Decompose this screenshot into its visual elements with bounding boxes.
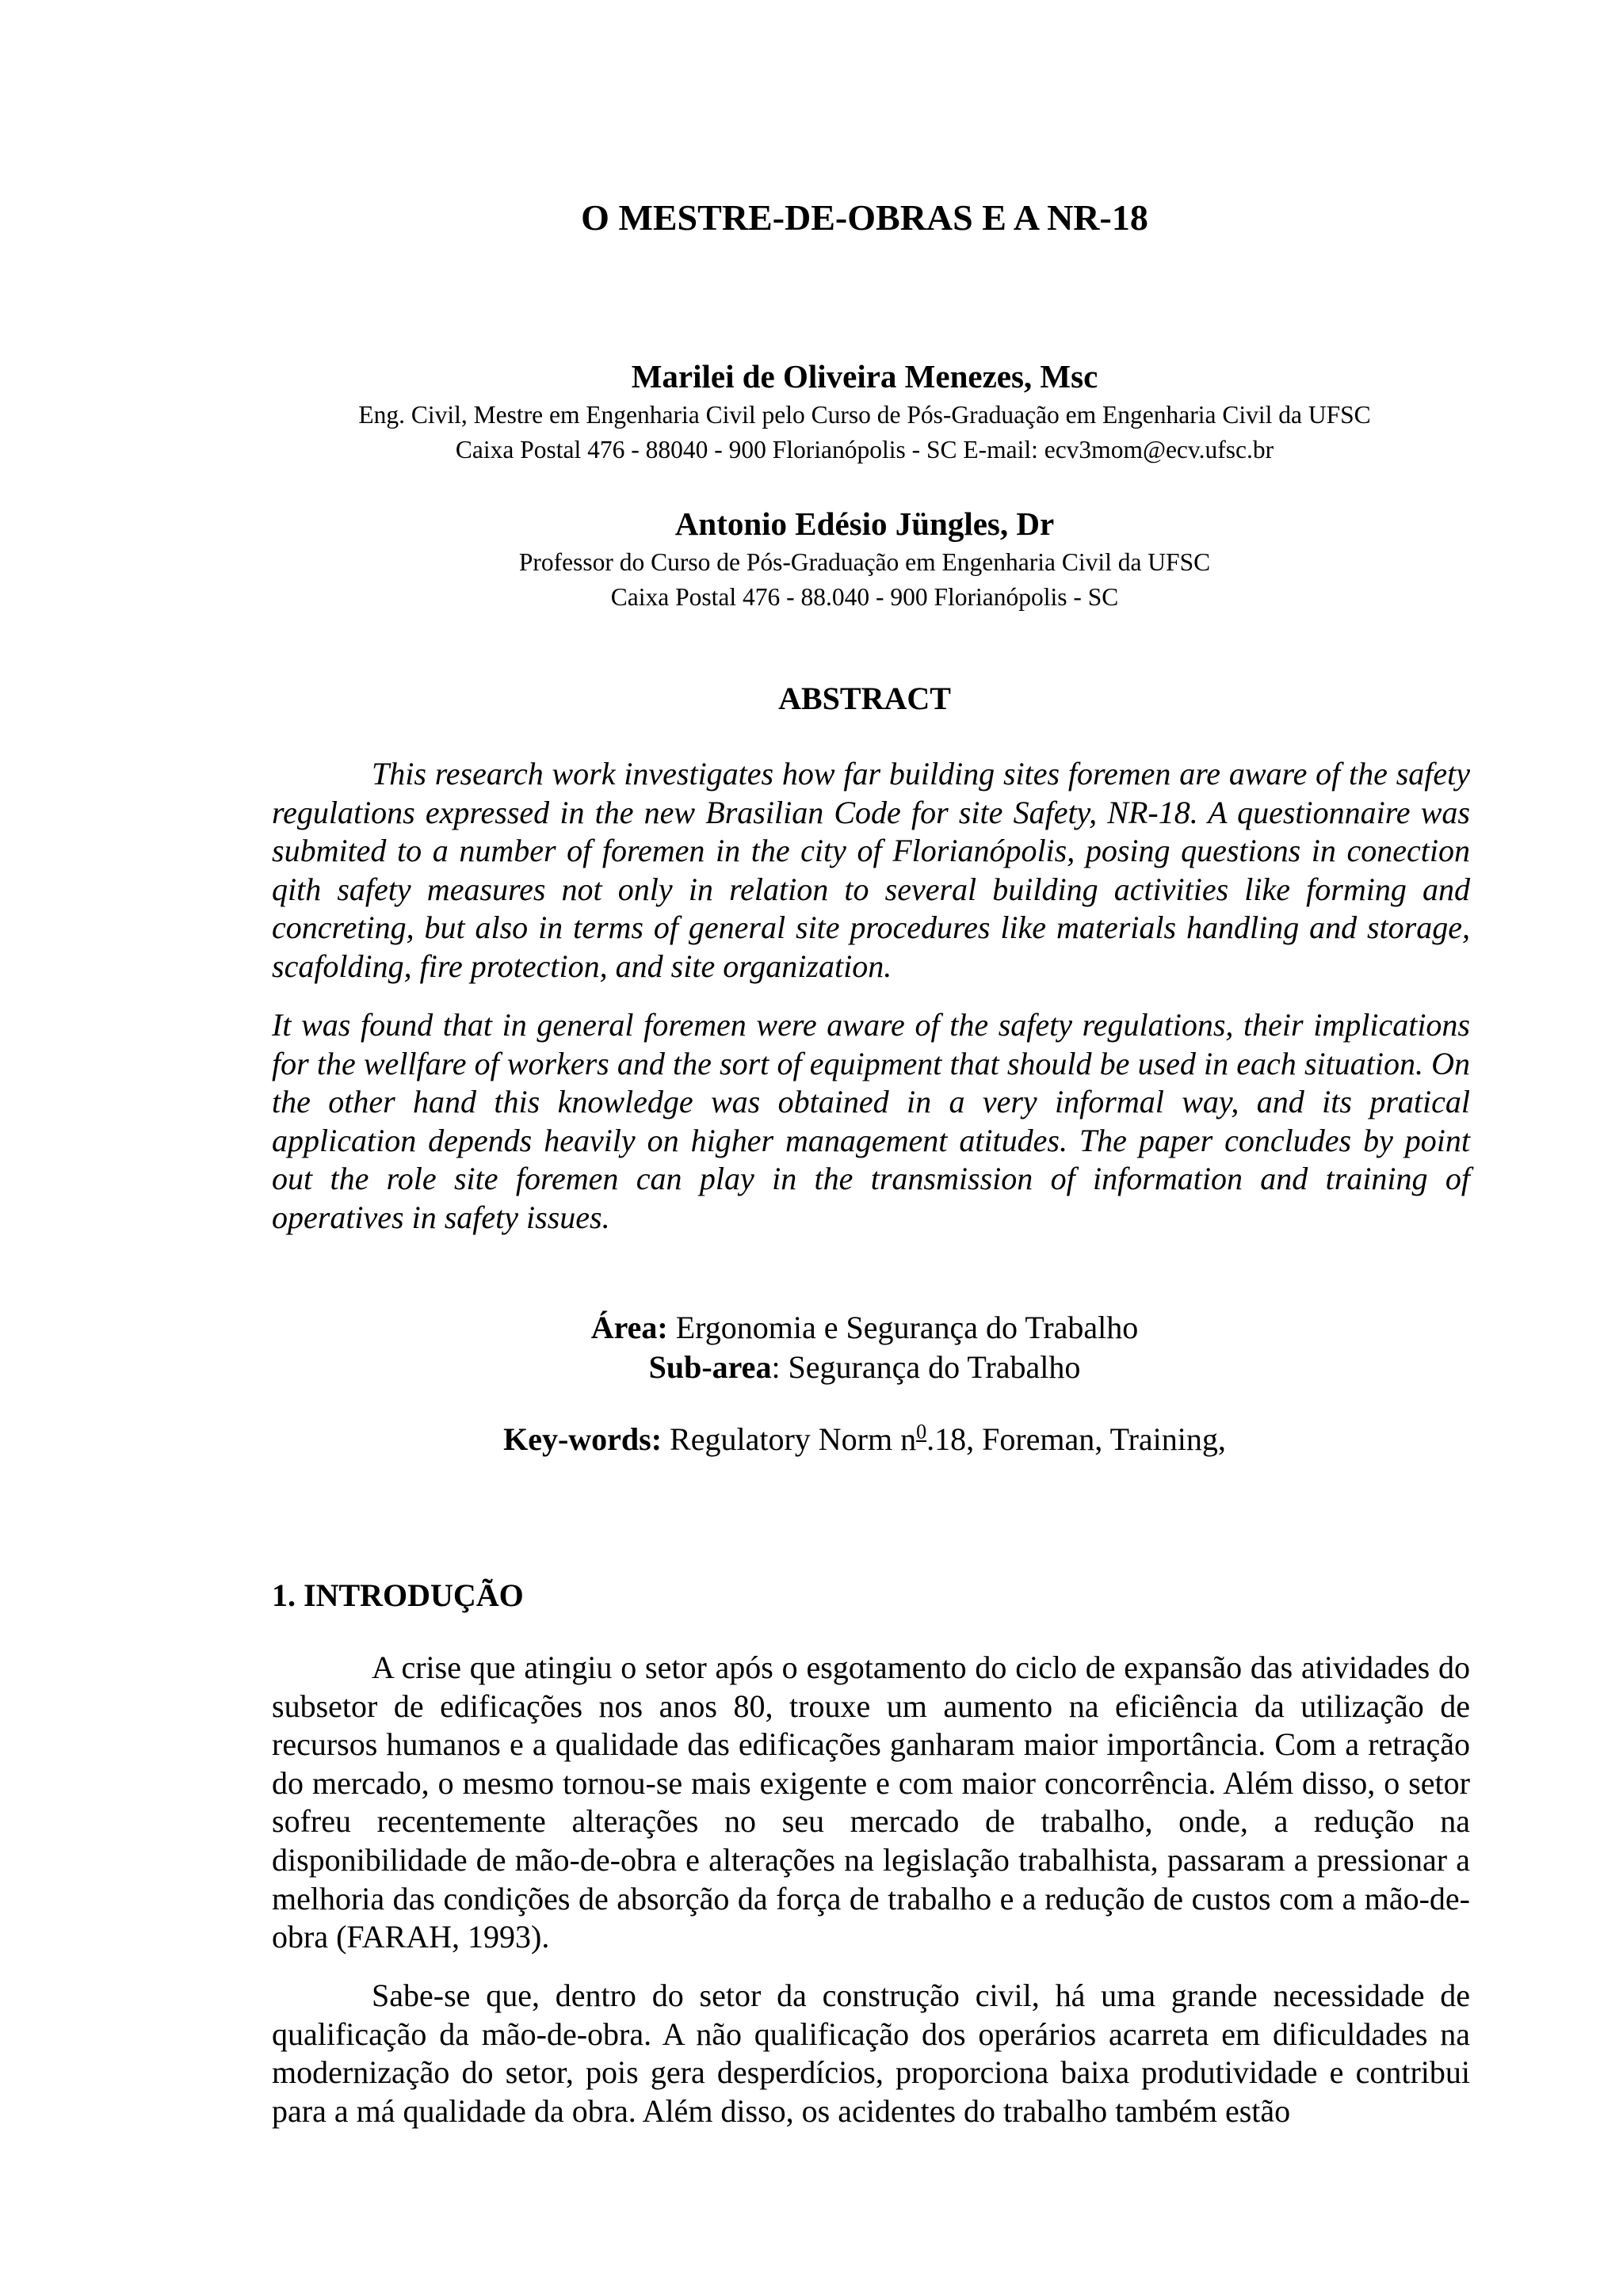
- area-line: [0, 1309, 1623, 1347]
- area-value: Ergonomia e Segurança do Trabalho: [675, 1310, 1139, 1345]
- keywords-superscript: 0: [916, 1420, 927, 1444]
- body-paragraph: A crise que atingiu o setor após o esgotamento do ciclo de expansão das atividades do subsetor de edificações nos anos 80, trouxe um aumento na eficiência da utilização de recursos humanos e a qualidade das edificações ganharam maior importância. Com a retração do mercado, o mesmo tornou-se mais exigente e com maior concorrência. Além disso, o setor sofreu recentemente alterações no seu mercado de trabalho, onde, a redução na disponibilidade de mão-de-obra e alterações na legislação trabalhista, passaram a pressionar a melhoria das condições de absorção da força de trabalho e a redução de custos com a mão-de-obra (FARAH, 1993).: [272, 1650, 1470, 1955]
- author-name: Marilei de Oliveira Menezes, Msc: [631, 358, 1098, 395]
- subarea-label: Sub-area: [648, 1349, 772, 1385]
- subarea-value: : Segurança do Trabalho: [771, 1349, 1081, 1385]
- keywords-value-post: .18, Foreman, Training,: [926, 1421, 1226, 1457]
- author-address: Caixa Postal 476 - 88.040 - 900 Florianópolis - SC: [610, 583, 1119, 611]
- area-label: Área:: [590, 1310, 668, 1345]
- author-affiliation: Professor do Curso de Pós-Graduação em Engenharia Civil da UFSC: [518, 548, 1211, 576]
- keywords-label: Key-words:: [503, 1421, 663, 1457]
- abstract-heading: ABSTRACT: [778, 681, 951, 716]
- keywords-line: [0, 1421, 1623, 1459]
- abstract-paragraph: It was found that in general foremen were aware of the safety regulations, their implications for the wellfare of workers and the sort of equipment that should be used in each situation. On the other hand this knowledge was obtained in a very informal way, and its pratical application depends heavily on higher management atitudes. The paper concludes by point out the role site foremen can play in the transmission of information and training of operatives in safety issues.: [272, 1007, 1470, 1235]
- body-paragraph: Sabe-se que, dentro do setor da construção civil, há uma grande necessidade de qualificação da mão-de-obra. A não qualificação dos operários acarreta em dificuldades na modernização do setor, pois gera desperdícios, proporciona baixa produtividade e contribui para a má qualidade da obra. Além disso, os acidentes do trabalho também estão: [272, 1978, 1470, 2129]
- author-name: Antonio Edésio Jüngles, Dr: [674, 505, 1055, 542]
- section-heading: 1. INTRODUÇÃO: [272, 1577, 524, 1613]
- author-block-1: [0, 355, 1623, 467]
- paper-title: O MESTRE-DE-OBRAS E A NR-18: [581, 197, 1148, 238]
- author-address: Caixa Postal 476 - 88040 - 900 Florianópolis - SC E-mail: ecv3mom@ecv.ufsc.br: [455, 436, 1274, 463]
- abstract-paragraph: This research work investigates how far building sites foremen are aware of the safety regulations expressed in the new Brasilian Code for site Safety, NR-18. A questionnaire was submited to a number of foremen in the city of Florianópolis, posing questions in conection qith safety measures not only in relation to several building activities like forming and concreting, but also in terms of general site procedures like materials handling and storage, scafolding, fire protection, and site organization.: [272, 756, 1470, 984]
- keywords-value-pre: Regulatory Norm n: [670, 1421, 917, 1457]
- subarea-line: [0, 1348, 1623, 1386]
- author-affiliation: Eng. Civil, Mestre em Engenharia Civil pelo Curso de Pós-Graduação em Engenharia Civil da UFSC: [358, 401, 1371, 429]
- author-block-2: [0, 502, 1623, 615]
